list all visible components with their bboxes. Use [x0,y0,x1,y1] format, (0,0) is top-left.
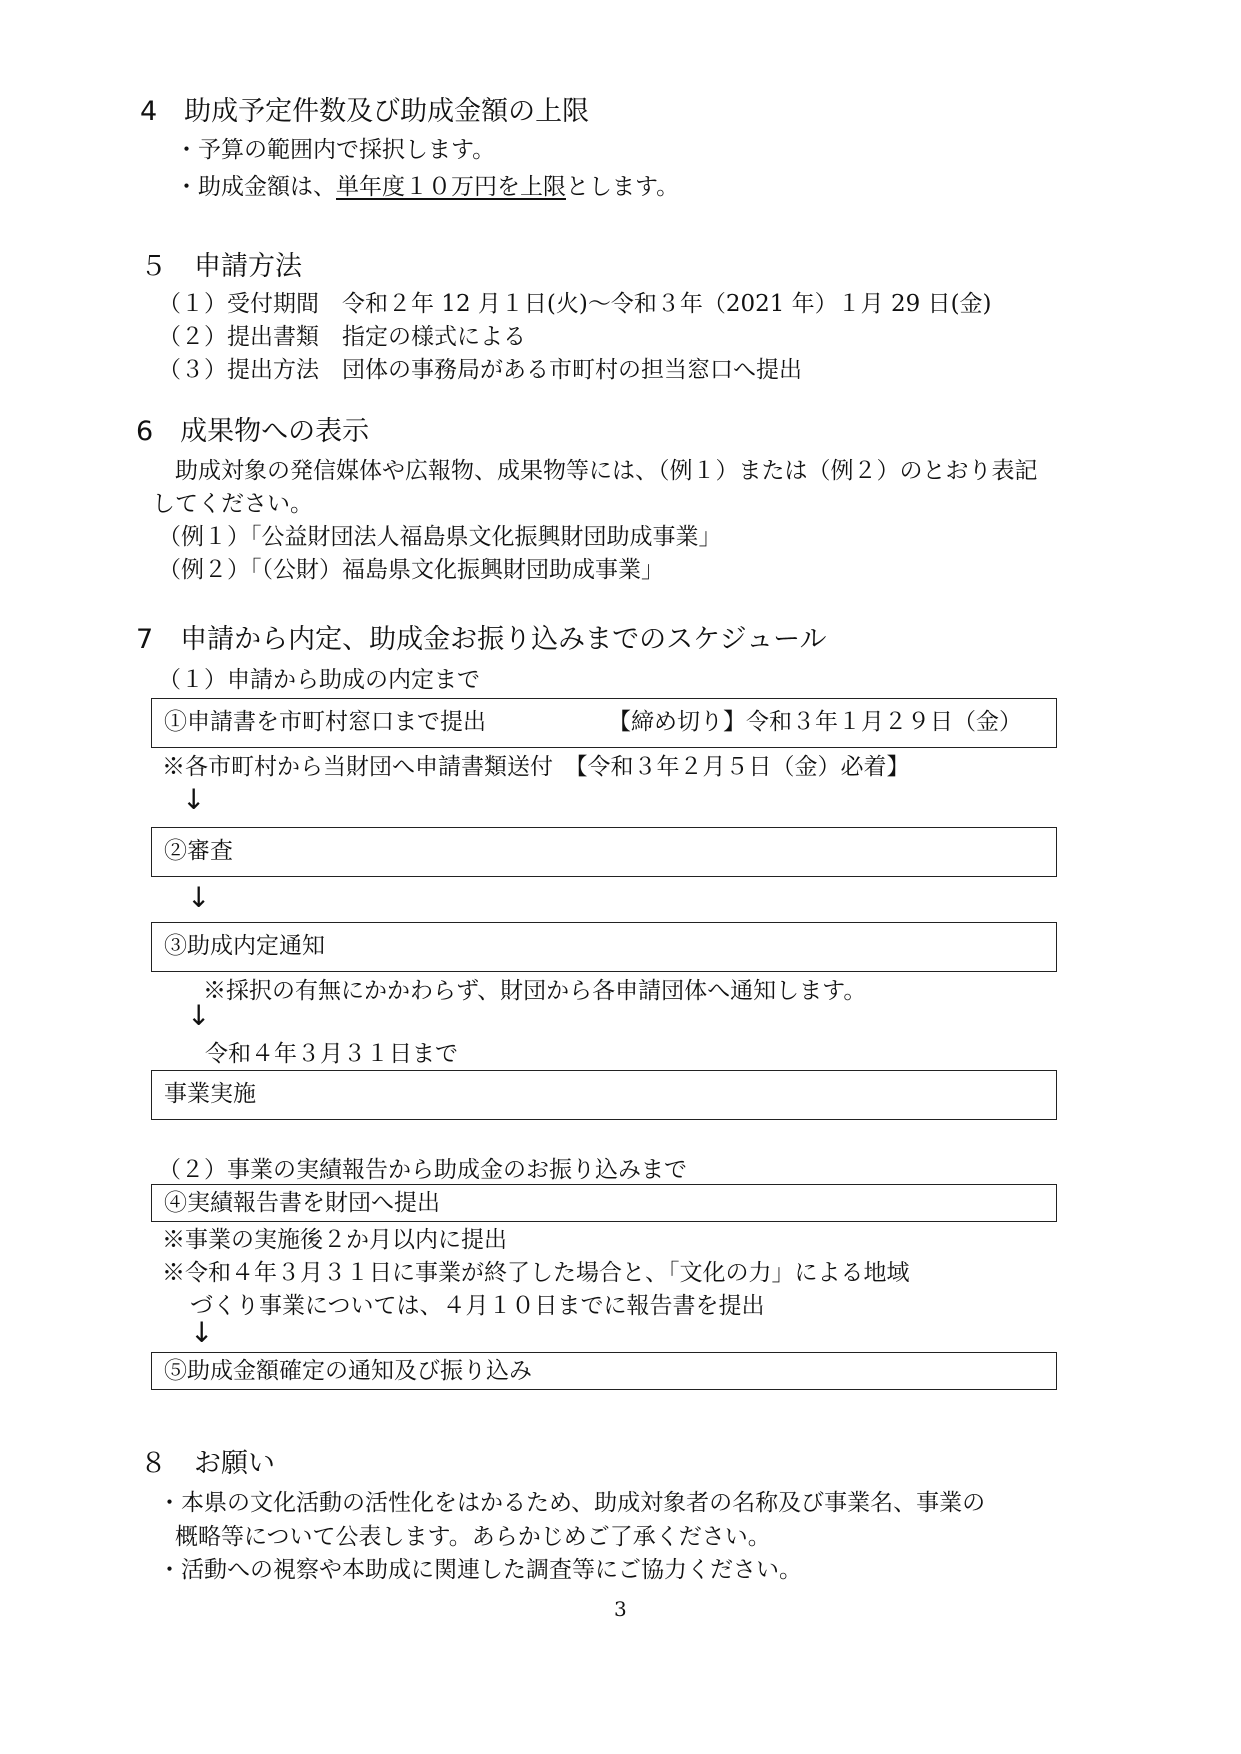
section-7-heading: 7 申請から内定、助成金お振り込みまでのスケジュール [136,624,827,655]
down-arrow-icon: ↓ [190,1316,214,1349]
box6-text: ⑤助成金額確定の通知及び振り込み [164,1358,532,1384]
s7-note-report-3: づくり事業については、４月１０日までに報告書を提出 [190,1293,765,1319]
s7-note-submission: ※各市町村から当財団へ申請書類送付 【令和３年２月５日（金）必着】 [162,754,910,780]
s5-item-1: （１）受付期間 令和２年 12 月１日(火)～令和３年（2021 年）１月 29 日(金) [158,291,992,317]
s6-para-1: 助成対象の発信媒体や広報物、成果物等には、（例１）または（例２）のとおり表記 [175,458,1038,484]
down-arrow-icon: ↓ [187,999,211,1032]
s4-line-2 [175,172,679,202]
s4-line-2-underline: 単年度１０万円を上限 [336,174,566,200]
section-5-heading: ５ 申請方法 [140,251,302,282]
s5-item-2: （２）提出書類 指定の様式による [158,324,526,350]
s8-line-1: ・本県の文化活動の活性化をはかるため、助成対象者の名称及び事業名、事業の [158,1490,986,1516]
s4-line-1: ・予算の範囲内で採択します。 [175,137,496,163]
s6-para-2: してください。 [152,491,313,517]
s7-note-deadline: 令和４年３月３１日まで [205,1041,458,1067]
box2-text: ②審査 [164,838,233,864]
box1-left-text: ①申請書を市町村窓口まで提出 [164,709,486,735]
section-4-heading: 4 助成予定件数及び助成金額の上限 [140,96,590,127]
section-8-heading: ８ お願い [140,1448,275,1479]
s8-line-2: 概略等について公表します。あらかじめご了承ください。 [175,1524,771,1550]
box1-deadline-text: 【締め切り】令和３年１月２９日（金） [608,709,1022,735]
s7-note-report-1: ※事業の実施後２か月以内に提出 [162,1227,507,1253]
s7-note-report-2: ※令和４年３月３１日に事業が終了した場合と、「文化の力」による地域 [162,1260,910,1286]
down-arrow-icon: ↓ [187,881,211,914]
schedule-box-payment [151,1352,1057,1390]
schedule-box-implementation [151,1070,1057,1120]
schedule-box-notification [151,922,1057,972]
s7-subheading-1: （１）申請から助成の内定まで [158,667,480,693]
section-6-heading: 6 成果物への表示 [136,416,370,447]
page-number: 3 [614,1597,627,1621]
s5-item-3: （３）提出方法 団体の事務局がある市町村の担当窓口へ提出 [158,357,802,383]
schedule-box-review [151,827,1057,877]
s6-example-1: （例１）「公益財団法人福島県文化振興財団助成事業」 [158,524,722,550]
s7-note-notification: ※採択の有無にかかわらず、財団から各申請団体へ通知します。 [203,978,867,1004]
s8-line-3: ・活動への視察や本助成に関連した調査等にご協力ください。 [158,1557,802,1583]
s7-subheading-2: （２）事業の実績報告から助成金のお振り込みまで [158,1157,687,1183]
schedule-box-application [151,698,1057,748]
s6-example-2: （例２）「（公財）福島県文化振興財団助成事業」 [158,557,664,583]
s4-line-2-post: とします。 [566,174,680,200]
schedule-box-report [151,1184,1057,1222]
s4-line-2-pre: ・助成金額は、 [175,174,336,200]
box5-text: ④実績報告書を財団へ提出 [164,1190,440,1216]
box3-text: ③助成内定通知 [164,933,325,959]
box4-text: 事業実施 [164,1081,256,1107]
down-arrow-icon: ↓ [182,783,206,816]
